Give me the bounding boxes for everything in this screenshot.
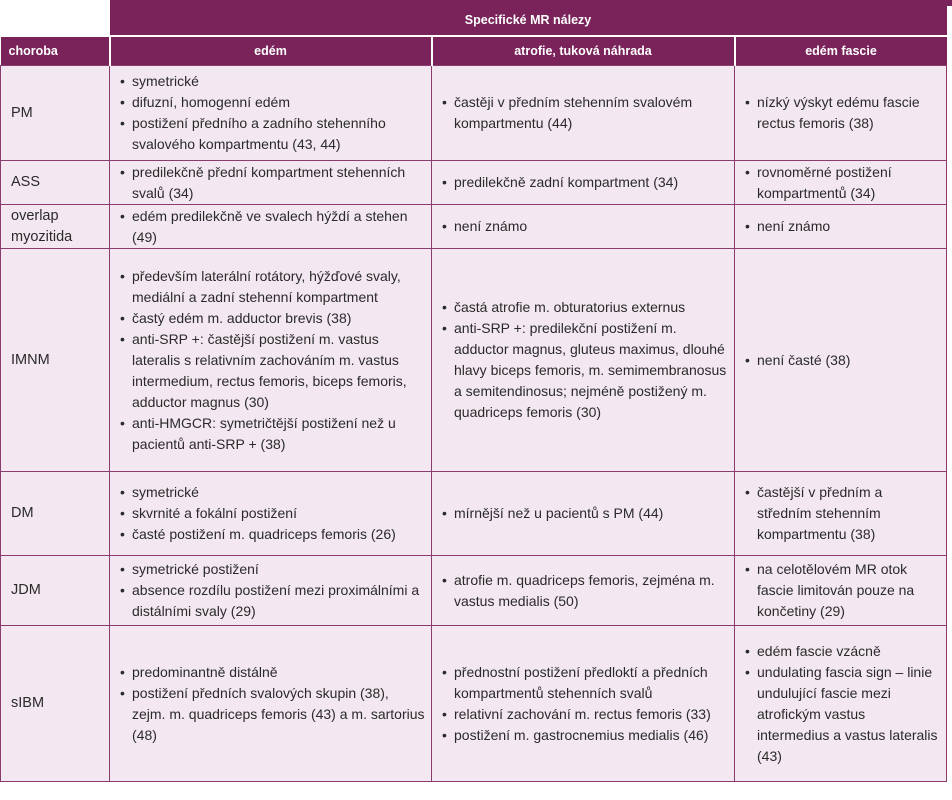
bullet-list [442, 503, 728, 524]
bullet-item: • absence rozdílu postižení mezi proximálními a distálními svaly (29) [120, 580, 425, 622]
bullet-item: • není časté (38) [745, 350, 940, 371]
cell-atrophy [432, 161, 735, 205]
column-header-atrophy: atrofie, tuková náhrada [432, 36, 735, 66]
bullet-item: • undulating fascia sign – linie undulující fascie mezi atrofickým vastus intermedius a vastus lateralis (43) [745, 662, 940, 767]
column-header-disease: choroba [1, 36, 110, 66]
table-header [1, 5, 947, 66]
bullet-item: • není známo [442, 216, 728, 237]
cell-disease: IMNM [1, 249, 110, 472]
bullet-item: • anti-SRP +: predilekční postižení m. adductor magnus, gluteus maximus, dlouhé hlavy biceps femoris, m. semimembranosus a semitendinosus; nejméně postižený m. quadriceps femoris (30) [442, 318, 728, 423]
cell-atrophy [432, 626, 735, 782]
mr-findings-table [0, 5, 947, 782]
bullet-item: • symetrické [120, 482, 425, 503]
bullet-item: • predilekčně zadní kompartment (34) [442, 172, 728, 193]
cell-atrophy [432, 66, 735, 161]
bullet-item: • častěji v předním stehenním svalovém kompartmentu (44) [442, 92, 728, 134]
bullet-item: • anti-SRP +: častější postižení m. vastus lateralis s relativním zachováním m. vastus intermedium, rectus femoris, biceps femoris, adductor magnus (30) [120, 329, 425, 413]
bullet-list [745, 641, 940, 767]
bullet-list [745, 482, 940, 545]
table-row [1, 66, 947, 161]
bullet-item: • časté postižení m. quadriceps femoris (26) [120, 524, 425, 545]
table-row [1, 472, 947, 556]
bullet-list [745, 559, 940, 622]
cell-fascia [735, 472, 947, 556]
bullet-item: • častý edém m. adductor brevis (38) [120, 308, 425, 329]
bullet-item: • symetrické [120, 71, 425, 92]
table-row [1, 161, 947, 205]
bullet-item: • edém predilekčně ve svalech hýždí a stehen (49) [120, 206, 425, 248]
bullet-item: • difuzní, homogenní edém [120, 92, 425, 113]
cell-edema [110, 161, 432, 205]
bullet-list [120, 482, 425, 545]
bullet-item: • rovnoměrné postižení kompartmentů (34) [745, 162, 940, 204]
bullet-item: • přednostní postižení předloktí a předních kompartmentů stehenních svalů [442, 662, 728, 704]
column-header-edema: edém [110, 36, 432, 66]
bullet-item: • atrofie m. quadriceps femoris, zejména m. vastus medialis (50) [442, 570, 728, 612]
bullet-list [745, 92, 940, 134]
bullet-list [442, 92, 728, 134]
cell-atrophy [432, 249, 735, 472]
cell-disease: ASS [1, 161, 110, 205]
cell-fascia [735, 249, 947, 472]
cell-fascia [735, 161, 947, 205]
bullet-item: • skvrnité a fokální postižení [120, 503, 425, 524]
table-body [1, 66, 947, 782]
bullet-item: • predilekčně přední kompartment stehenních svalů (34) [120, 162, 425, 204]
bullet-item: • mírnější než u pacientů s PM (44) [442, 503, 728, 524]
table-row [1, 205, 947, 249]
cell-edema [110, 556, 432, 626]
table-row [1, 249, 947, 472]
cell-edema [110, 66, 432, 161]
bullet-list [120, 206, 425, 248]
bullet-list [120, 662, 425, 746]
cell-disease: overlap myozitida [1, 205, 110, 249]
bullet-item: • nízký výskyt edému fascie rectus femoris (38) [745, 92, 940, 134]
bullet-item: • především laterální rotátory, hýžďové svaly, mediální a zadní stehenní kompartment [120, 266, 425, 308]
bullet-item: • na celotělovém MR otok fascie limitován pouze na končetiny (29) [745, 559, 940, 622]
column-header-fascia: edém fascie [735, 36, 947, 66]
bullet-list [120, 559, 425, 622]
cell-atrophy [432, 556, 735, 626]
bullet-item: • edém fascie vzácně [745, 641, 940, 662]
bullet-item: • symetrické postižení [120, 559, 425, 580]
bullet-list [745, 216, 940, 237]
cell-fascia [735, 556, 947, 626]
cell-disease: sIBM [1, 626, 110, 782]
header-corner [1, 5, 110, 36]
bullet-item: • relativní zachování m. rectus femoris (33) [442, 704, 728, 725]
cell-disease: PM [1, 66, 110, 161]
cell-edema [110, 249, 432, 472]
cell-disease: JDM [1, 556, 110, 626]
bullet-list [442, 662, 728, 746]
cell-fascia [735, 205, 947, 249]
bullet-list [120, 266, 425, 455]
bullet-list [442, 570, 728, 612]
bullet-list [120, 71, 425, 155]
bullet-list [442, 172, 728, 193]
bullet-item: • není známo [745, 216, 940, 237]
bullet-item: • častá atrofie m. obturatorius externus [442, 297, 728, 318]
cell-fascia [735, 626, 947, 782]
cell-edema [110, 472, 432, 556]
bullet-list [442, 216, 728, 237]
bullet-item: • postižení předního a zadního stehenního svalového kompartmentu (43, 44) [120, 113, 425, 155]
bullet-list [745, 350, 940, 371]
bullet-list [745, 162, 940, 204]
cell-disease: DM [1, 472, 110, 556]
table-row [1, 626, 947, 782]
super-header: Specifické MR nálezy [110, 5, 947, 36]
table-row [1, 556, 947, 626]
bullet-list [442, 297, 728, 423]
cell-fascia [735, 66, 947, 161]
bullet-item: • častější v předním a středním stehenním kompartmentu (38) [745, 482, 940, 545]
cell-edema [110, 626, 432, 782]
bullet-item: • postižení předních svalových skupin (38), zejm. m. quadriceps femoris (43) a m. sartorius (48) [120, 683, 425, 746]
bullet-item: • predominantně distálně [120, 662, 425, 683]
cell-edema [110, 205, 432, 249]
bullet-item: • postižení m. gastrocnemius medialis (46) [442, 725, 728, 746]
cell-atrophy [432, 472, 735, 556]
bullet-item: • anti-HMGCR: symetričtější postižení než u pacientů anti-SRP + (38) [120, 413, 425, 455]
cell-atrophy [432, 205, 735, 249]
bullet-list [120, 162, 425, 204]
